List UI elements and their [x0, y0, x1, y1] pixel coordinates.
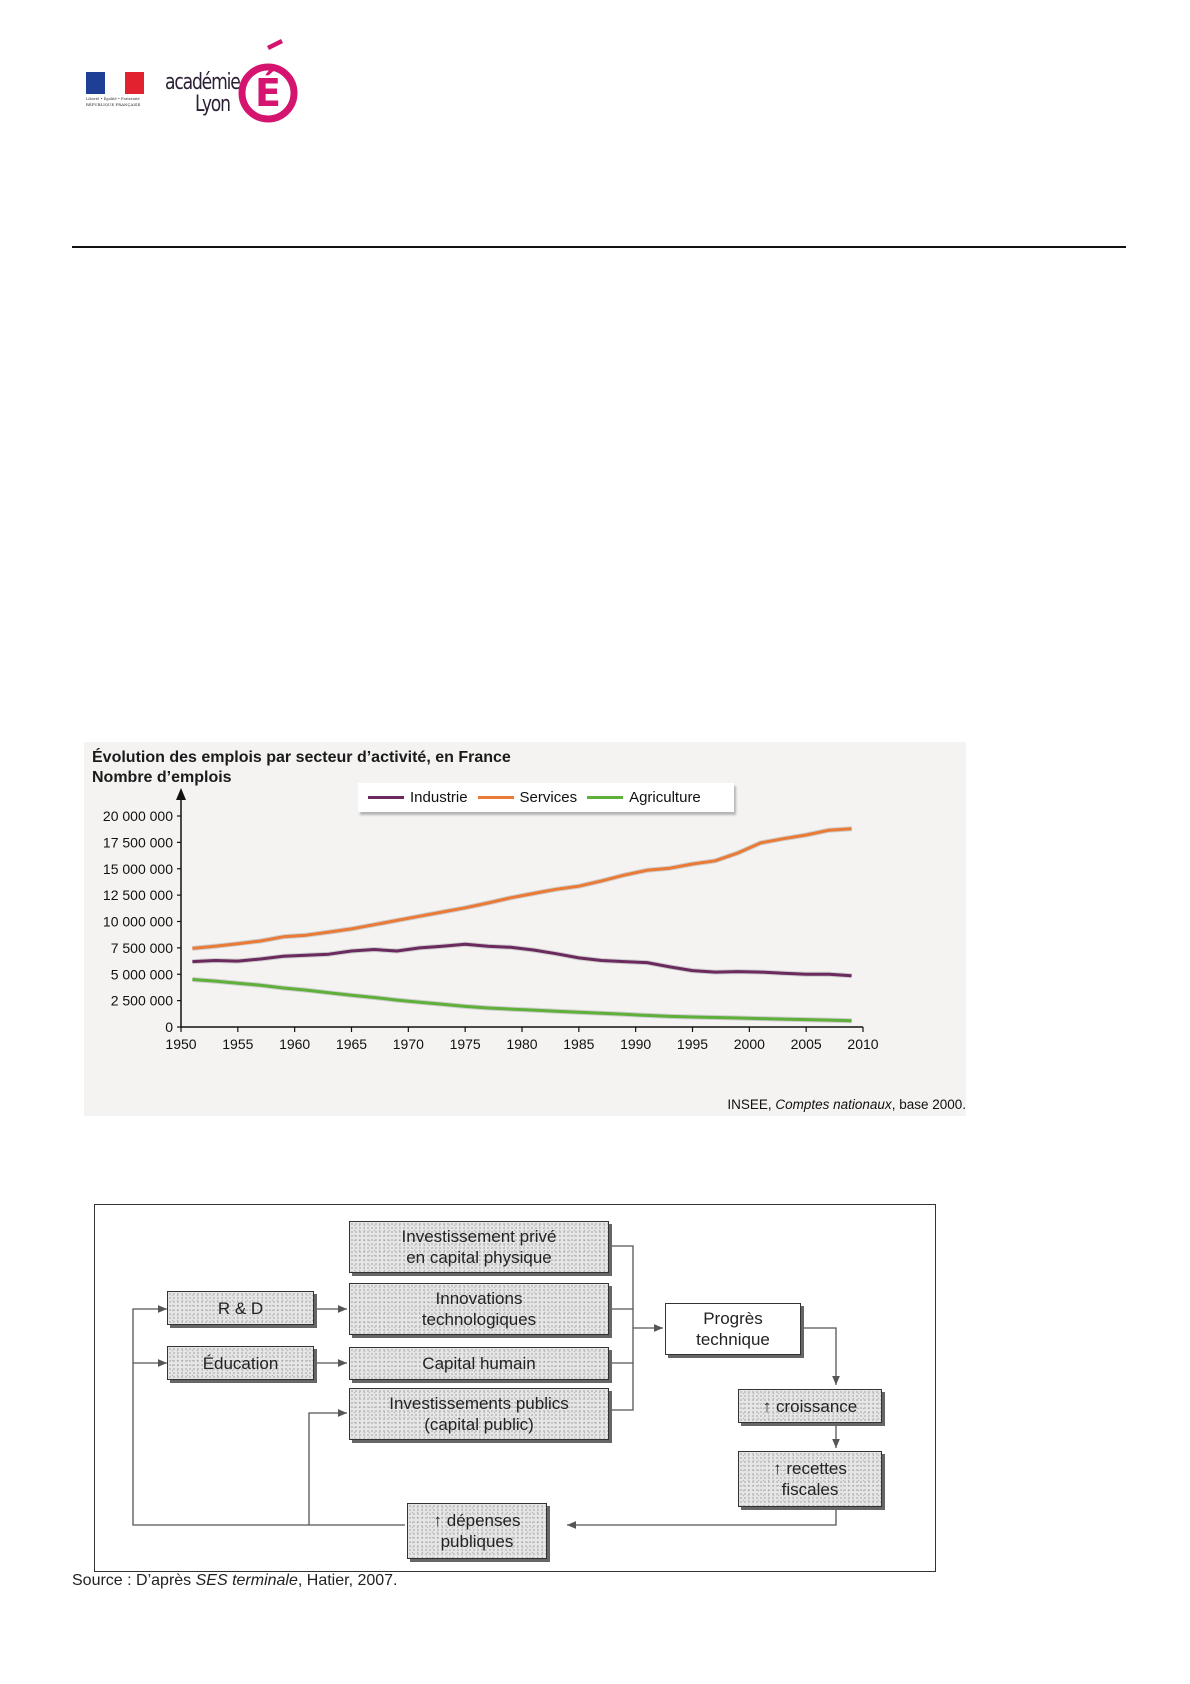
y-tick-label: 15 000 000: [102, 860, 173, 877]
legend-item-agriculture: [587, 789, 701, 806]
x-tick-label: 1975: [449, 1036, 481, 1052]
y-tick-label: 17 500 000: [102, 834, 173, 851]
progres-technique-box: [665, 1303, 801, 1355]
x-tick-label: 1995: [676, 1036, 709, 1052]
chart-source-title: Comptes nationaux: [775, 1097, 892, 1112]
rd-box: [167, 1291, 314, 1325]
legend-label-industrie: Industrie: [410, 789, 468, 806]
employment-chart: [84, 742, 966, 1116]
lyon-word: Lyon: [195, 92, 230, 117]
diagram-source-rest: , Hatier, 2007.: [297, 1572, 398, 1589]
y-tick-label: 0: [165, 1019, 173, 1035]
academie-e-letter: É: [255, 71, 281, 115]
capital-humain-box: [349, 1347, 609, 1380]
x-tick-label: 1980: [506, 1036, 538, 1052]
invest-prive-label: Investissement privé en capital physique: [401, 1227, 557, 1267]
x-tick-label: 1970: [392, 1036, 424, 1052]
invest-prive-box: [349, 1221, 609, 1273]
french-flag-icon: [86, 72, 144, 94]
republique-name: RÉPUBLIQUE FRANÇAISE: [86, 102, 141, 107]
y-tick-label: 12 500 000: [102, 887, 173, 904]
y-tick-label: 2 500 000: [110, 992, 173, 1009]
x-tick-label: 2000: [733, 1036, 765, 1052]
x-tick-label: 1955: [222, 1036, 254, 1052]
legend-item-industrie: [368, 789, 468, 806]
x-tick-label: 1965: [335, 1036, 368, 1052]
legend-label-services: Services: [519, 789, 578, 806]
y-tick-label: 7 500 000: [110, 939, 173, 956]
legend-swatch-agriculture: [587, 796, 623, 799]
education-box: [167, 1346, 314, 1380]
chart-source-org: INSEE,: [727, 1097, 776, 1112]
x-tick-label: 2010: [847, 1036, 879, 1052]
invest-publics-label: Investissements publics (capital public): [389, 1394, 569, 1434]
x-tick-label: 1985: [563, 1036, 595, 1052]
academie-e-emblem-icon: [237, 36, 299, 136]
x-tick-label: 1990: [620, 1036, 652, 1052]
legend-swatch-industrie: [368, 796, 404, 799]
x-tick-label: 1950: [165, 1036, 197, 1052]
republique-motto: Liberté • Égalité • Fraternité: [86, 97, 140, 101]
capital-humain-label: Capital humain: [422, 1354, 536, 1373]
series-line-agriculture: [192, 980, 851, 1021]
series-line-services: [192, 829, 851, 949]
republique-francaise-logo: [86, 72, 146, 112]
series-line-industrie: [192, 944, 851, 976]
chart-source-rest: , base 2000.: [891, 1097, 966, 1112]
academie-lyon-logo: [165, 36, 300, 136]
chart-y-axis-label: Nombre d’emplois: [92, 769, 232, 786]
legend-label-agriculture: Agriculture: [629, 789, 701, 806]
chart-source: [727, 1097, 966, 1112]
depenses-publiques-box: [407, 1503, 547, 1559]
diagram-source: [72, 1572, 398, 1590]
rd-label: R & D: [217, 1298, 264, 1318]
x-tick-label: 1960: [279, 1036, 311, 1052]
y-tick-label: 20 000 000: [102, 808, 173, 824]
legend-swatch-services: [478, 796, 514, 799]
innovations-label: Innovations technologiques: [421, 1289, 537, 1329]
series-shadow-agriculture: [192, 980, 851, 1021]
innovations-box: [349, 1283, 609, 1335]
academie-word: académie: [165, 70, 240, 95]
diagram-source-title: SES terminale: [195, 1572, 298, 1589]
diagram-source-prefix: Source : D’après: [72, 1572, 196, 1589]
chart-title: Évolution des emplois par secteur d’activité, en France: [92, 749, 511, 766]
progres-technique-label: Progrès technique: [696, 1309, 770, 1349]
growth-diagram: [94, 1204, 936, 1572]
recettes-fiscales-label: ↑ recettes fiscales: [773, 1459, 847, 1499]
chart-legend: [358, 783, 734, 812]
depenses-publiques-label: ↑ dépenses publiques: [433, 1511, 521, 1551]
education-label: Éducation: [202, 1353, 279, 1373]
y-tick-label: 10 000 000: [102, 913, 173, 930]
y-axis-arrow-icon: [176, 788, 186, 800]
croissance-label: ↑ croissance: [762, 1396, 858, 1416]
y-tick-label: 5 000 000: [110, 966, 173, 983]
header-divider: [72, 246, 1126, 248]
recettes-fiscales-box: [738, 1451, 882, 1507]
invest-publics-box: [349, 1388, 609, 1440]
x-tick-label: 2005: [790, 1036, 822, 1052]
croissance-box: [738, 1389, 882, 1423]
legend-item-services: [478, 789, 578, 806]
